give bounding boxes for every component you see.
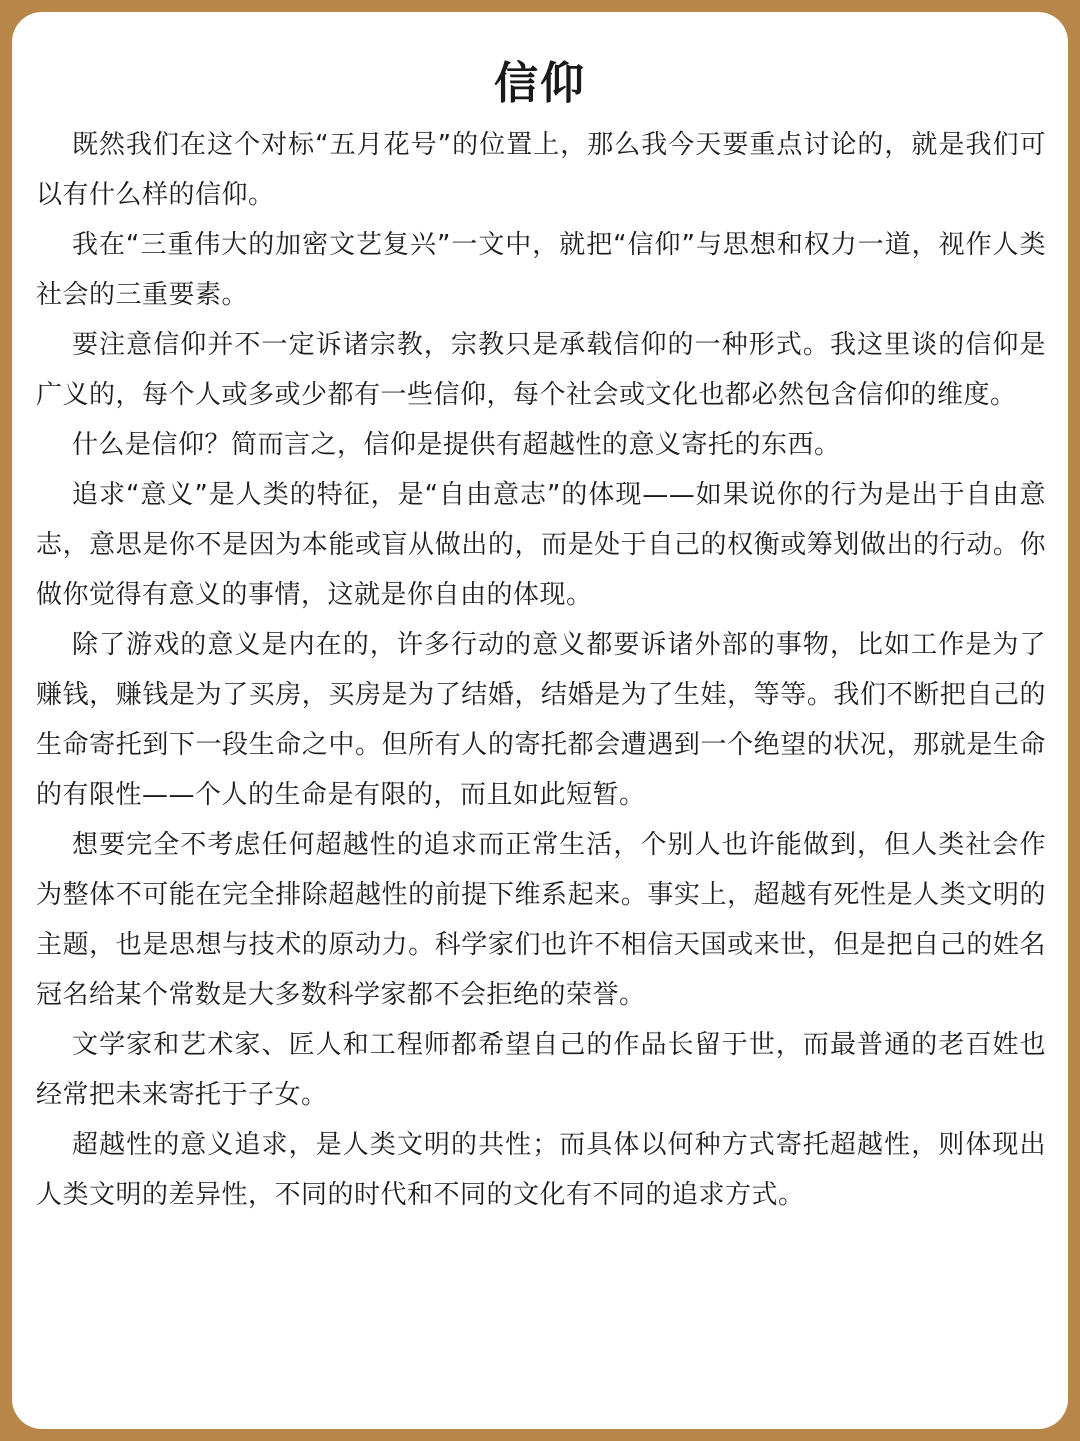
paragraph-5: 追求“意义”是人类的特征，是“自由意志”的体现——如果说你的行为是出于自由意志，意思是你不是因为本能或盲从做出的，而是处于自己的权衡或筹划做出的行动。你做你觉得有意义的事情，这就是你自由的体现。 [36,480,1046,610]
paragraph-8: 文学家和艺术家、匠人和工程师都希望自己的作品长留于世，而最普通的老百姓也经常把未来寄托于子女。 [36,1030,1046,1110]
paragraph-3: 要注意信仰并不一定诉诸宗教，宗教只是承载信仰的一种形式。我这里谈的信仰是广义的，每个人或多或少都有一些信仰，每个社会或文化也都必然包含信仰的维度。 [36,330,1046,410]
paragraph-1: 既然我们在这个对标“五月花号”的位置上，那么我今天要重点讨论的，就是我们可以有什么样的信仰。 [36,130,1046,210]
paragraph-7: 想要完全不考虑任何超越性的追求而正常生活，个别人也许能做到，但人类社会作为整体不可能在完全排除超越性的前提下维系起来。事实上，超越有死性是人类文明的主题，也是思想与技术的原动力。科学家们也许不相信天国或来世，但是把自己的姓名冠名给某个常数是大多数科学家都不会拒绝的荣誉。 [36,830,1046,1010]
paragraph-2: 我在“三重伟大的加密文艺复兴”一文中，就把“信仰”与思想和权力一道，视作人类社会的三重要素。 [36,230,1046,310]
article-card [12,12,1068,1429]
paragraph-4: 什么是信仰？简而言之，信仰是提供有超越性的意义寄托的东西。 [72,430,841,460]
paragraph-6: 除了游戏的意义是内在的，许多行动的意义都要诉诸外部的事物，比如工作是为了赚钱，赚钱是为了买房，买房是为了结婚，结婚是为了生娃，等等。我们不断把自己的生命寄托到下一段生命之中。但所有人的寄托都会遭遇到一个绝望的状况，那就是生命的有限性——个人的生命是有限的，而且如此短暂。 [36,630,1046,810]
article-title: 信仰 [494,58,586,109]
article-body [36,120,1046,1220]
paragraph-9: 超越性的意义追求，是人类文明的共性；而具体以何种方式寄托超越性，则体现出人类文明的差异性，不同的时代和不同的文化有不同的追求方式。 [36,1130,1046,1210]
